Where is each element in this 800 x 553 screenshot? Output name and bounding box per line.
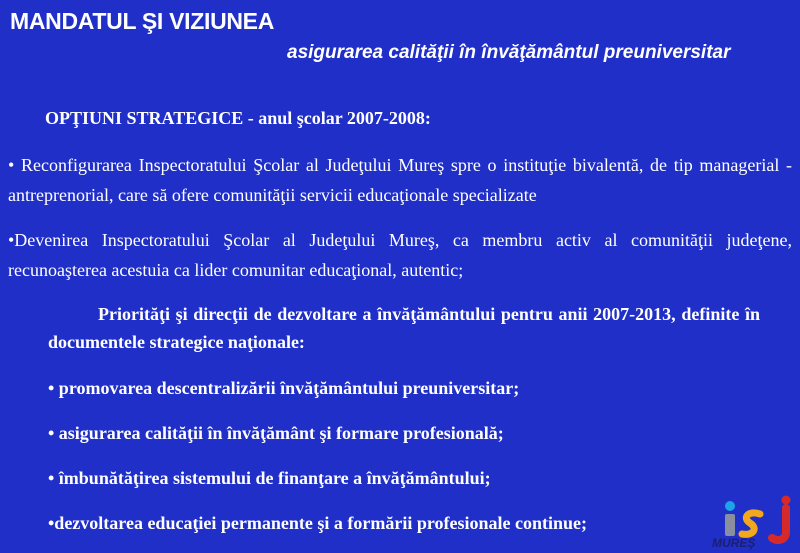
isj-mures-logo-icon [708, 494, 798, 550]
strategic-option-paragraph: •Devenirea Inspectoratului Şcolar al Judeţului Mureş, ca membru activ al comunităţii judeţene, recunoaşterea acestuia ca lider comunitar educaţional, autentic; [8, 230, 792, 280]
priority-item: • asigurarea calităţii în învăţământ şi formare profesională; [48, 423, 504, 443]
logo-text: MUREŞ [712, 536, 756, 550]
strategic-option-paragraph: • Reconfigurarea Inspectoratului Şcolar al Judeţului Mureş spre o instituţie bivalentă, de tip managerial - antreprenorial, care să ofere comunităţii servicii educaţionale specializate [8, 155, 792, 205]
priority-item: • promovarea descentralizării învăţământului preuniversitar; [48, 378, 520, 398]
priorities-heading: Priorităţi şi direcţii de dezvoltare a învăţământului pentru anii 2007-2013, definite în documentele strategice naţionale: [48, 304, 760, 352]
slide-title: MANDATUL ŞI VIZIUNEA [10, 8, 275, 34]
priority-item: •dezvoltarea educaţiei permanente şi a formării profesionale continue; [48, 513, 588, 533]
priority-item: • îmbunătăţirea sistemului de finanţare a învăţământului; [48, 468, 491, 488]
strategic-options-heading: OPŢIUNI STRATEGICE - anul şcolar 2007-2008: [45, 108, 431, 128]
slide-subtitle: asigurarea calităţii în învăţământul preuniversitar [287, 42, 731, 63]
